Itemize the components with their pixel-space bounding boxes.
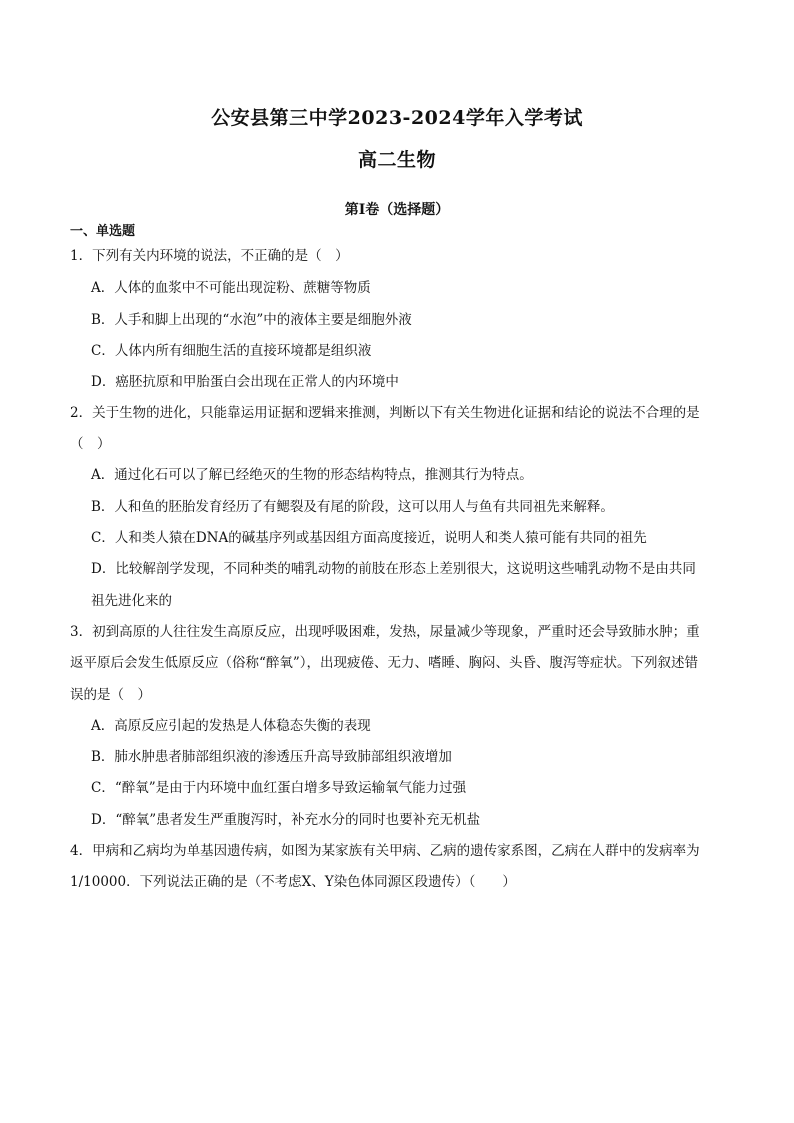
question-4-stem-line-2: 1/10000．下列说法正确的是（不考虑X、Y染色体同源区段遗传）（ ） [70,874,516,890]
question-3-stem-line-3: 误的是（ ） [70,687,151,703]
question-3-option-c: C．“醉氧”是由于内环境中血红蛋白增多导致运输氧气能力过强 [91,780,467,796]
exam-subject: 高二生物 [357,149,436,171]
question-1-stem: 1．下列有关内环境的说法，不正确的是（ ） [70,248,349,264]
question-3-option-b: B．肺水肿患者肺部组织液的渗透压升高导致肺部组织液增加 [91,749,452,765]
question-2-stem-line-1: 2．关于生物的进化，只能靠运用证据和逻辑来推测，判断以下有关生物进化证据和结论的说法不合理的是 [70,405,700,421]
section-heading: 一、单选题 [70,224,136,239]
question-2-option-a: A．通过化石可以了解已经绝灭的生物的形态结构特点，推测其行为特点。 [91,467,533,483]
question-4-stem-line-1: 4．甲病和乙病均为单基因遗传病，如图为某家族有关甲病、乙病的遗传家系图，乙病在人群中的发病率为 [70,843,700,859]
question-2-option-b: B．人和鱼的胚胎发育经历了有鳃裂及有尾的阶段，这可以用人与鱼有共同祖先来解释。 [91,499,614,515]
question-1-option-d: D．癌胚抗原和甲胎蛋白会出现在正常人的内环境中 [91,374,399,390]
exam-title: 公安县第三中学2023-2024学年入学考试 [211,107,583,129]
question-2-stem-line-2: （ ） [70,436,111,452]
question-1-option-b: B．人手和脚上出现的“水泡”中的液体主要是细胞外液 [91,312,412,328]
question-3-option-d: D．“醉氧”患者发生严重腹泻时，补充水分的同时也要补充无机盐 [91,812,481,828]
volume-title: 第Ⅰ卷（选择题） [344,202,450,218]
question-2-option-c: C．人和类人猿在DNA的碱基序列或基因组方面高度接近，说明人和类人猿可能有共同的祖先 [91,530,647,546]
question-2-option-d: D．比较解剖学发现，不同种类的哺乳动物的前肢在形态上差别很大，这说明这些哺乳动物不是由共同 [91,561,696,577]
question-3-stem-line-2: 返平原后会发生低原反应（俗称“醉氧”），出现疲倦、无力、嗜睡、胸闷、头昏、腹泻等症状。下列叙述错 [70,655,699,671]
question-3-option-a: A．高原反应引起的发热是人体稳态失衡的表现 [91,718,371,734]
question-3-stem-line-1: 3．初到高原的人往往发生高原反应，出现呼吸困难，发热，尿量减少等现象，严重时还会导致肺水肿；重 [70,624,700,640]
question-1-option-c: C．人体内所有细胞生活的直接环境都是组织液 [91,343,372,359]
question-1-option-a: A．人体的血浆中不可能出现淀粉、蔗糖等物质 [91,280,371,296]
question-2-option-d-continued: 祖先进化来的 [91,593,172,609]
